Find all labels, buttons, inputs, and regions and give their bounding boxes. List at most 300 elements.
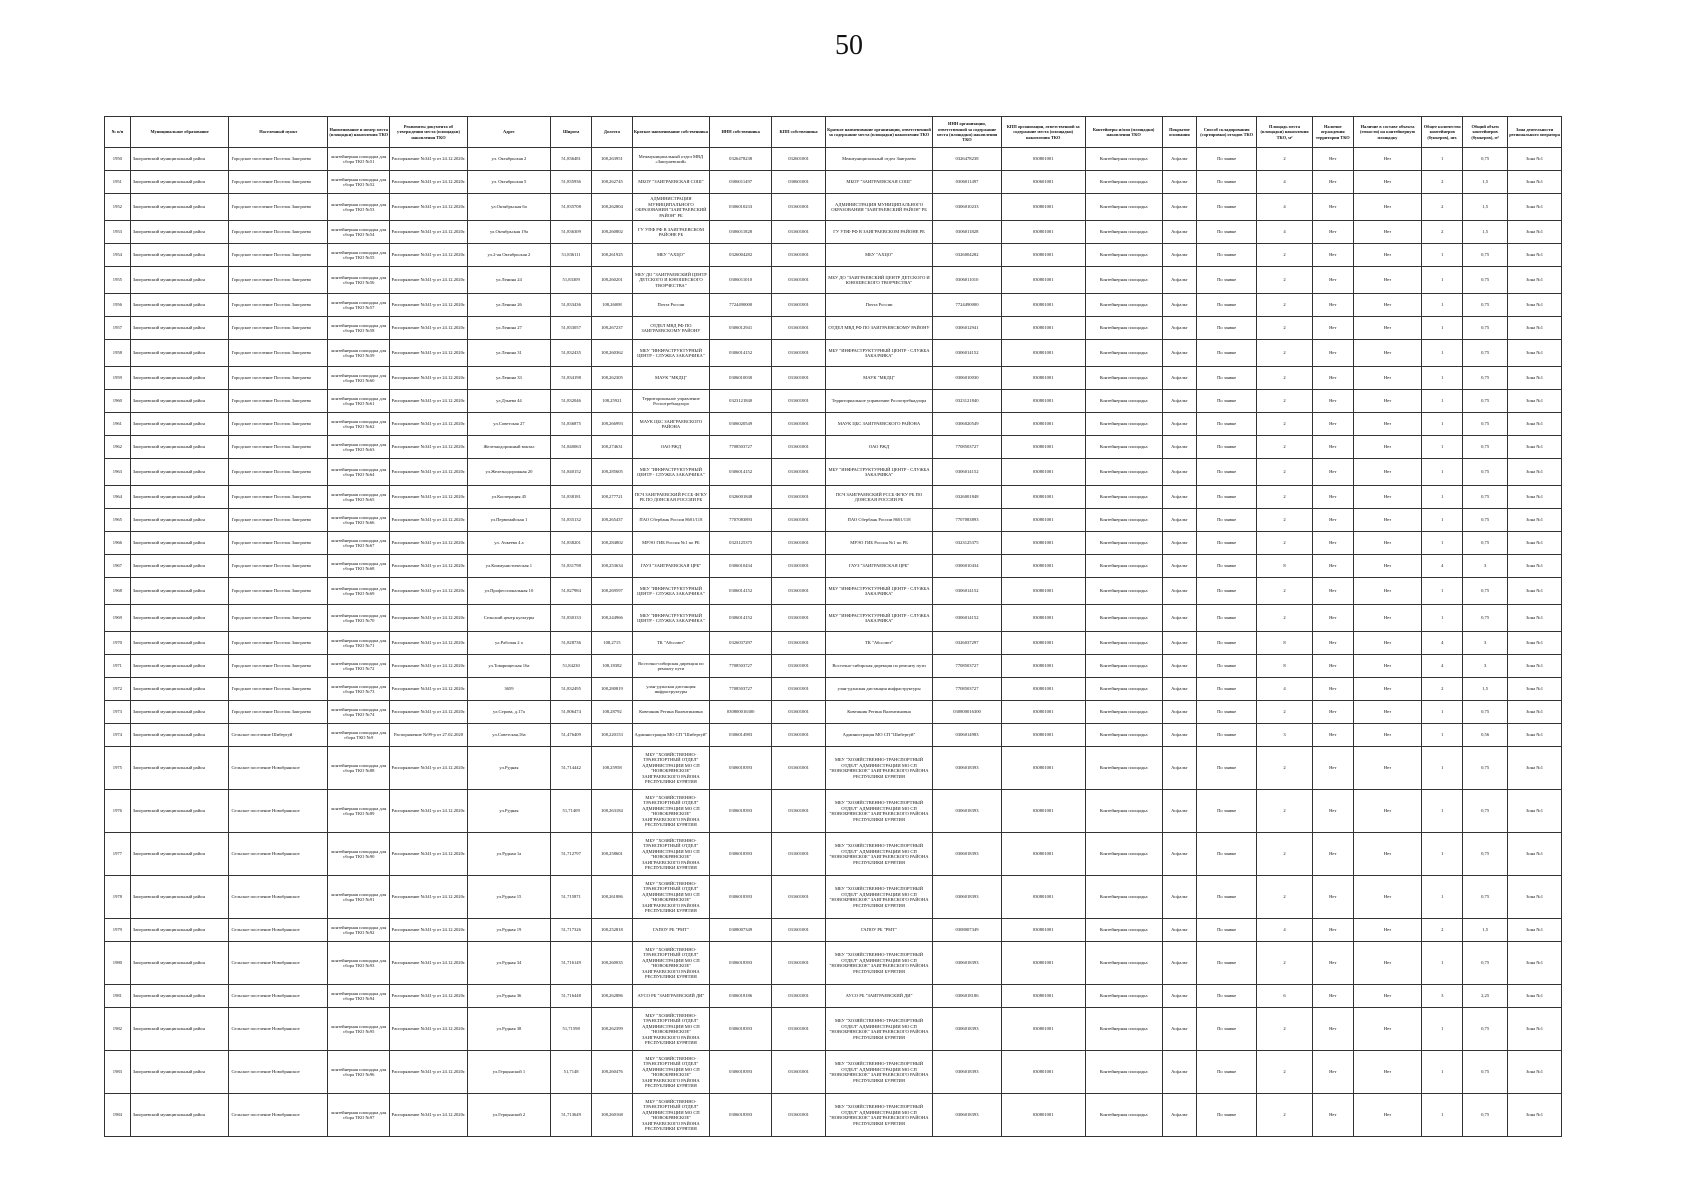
table-cell: По заявке: [1197, 221, 1257, 244]
table-cell: 51,833436: [551, 294, 592, 317]
table-cell: Асфальт: [1162, 985, 1196, 1008]
table-cell: 030601001: [772, 171, 826, 194]
table-cell: 108,274631: [592, 436, 633, 459]
table-cell: Асфальт: [1162, 790, 1196, 833]
table-cell: 1: [1422, 578, 1463, 605]
table-cell: 7708503727: [933, 678, 1002, 701]
table-cell: По заявке: [1197, 171, 1257, 194]
table-cell: Асфальт: [1162, 436, 1196, 459]
table-cell: Асфальт: [1162, 148, 1196, 171]
table-cell: ул.Ленина 33: [467, 367, 551, 390]
table-cell: Зона №1: [1508, 655, 1562, 678]
table-cell: Распоряжение №341-р от 24.12.2020г.: [390, 605, 467, 632]
table-cell: Заиграевский муниципальный район: [130, 578, 229, 605]
table-cell: Заиграевский муниципальный район: [130, 655, 229, 678]
table-cell: 030801001: [1001, 459, 1085, 486]
table-cell: По заявке: [1197, 509, 1257, 532]
table-cell: ПСЧ ЗАИГРАЕВСКИЙ РССБ ФГКУ РБ ПО ДОНСКАЯ РОССИИ РБ: [632, 486, 709, 509]
table-cell: По заявке: [1197, 1008, 1257, 1051]
table-cell: 031601001: [772, 532, 826, 555]
column-header: Широта: [551, 117, 592, 148]
table-cell: 51,83309: [551, 267, 592, 294]
table-cell: Нет: [1312, 340, 1353, 367]
table-cell: 2: [1257, 876, 1313, 919]
table-cell: Заиграевский муниципальный район: [130, 605, 229, 632]
table-cell: Асфальт: [1162, 486, 1196, 509]
table-cell: 1: [1422, 367, 1463, 390]
table-cell: 030601001: [1001, 171, 1085, 194]
table-cell: Нет: [1353, 942, 1422, 985]
table-cell: 1,5: [1463, 171, 1508, 194]
table-cell: 51,717326: [551, 919, 592, 942]
table-cell: Асфальт: [1162, 876, 1196, 919]
table-cell: Зона №1: [1508, 267, 1562, 294]
table-cell: По заявке: [1197, 701, 1257, 724]
table-cell: 0,75: [1463, 486, 1508, 509]
table-cell: 6: [1257, 985, 1313, 1008]
table-cell: 031601001: [772, 605, 826, 632]
table-cell: Нет: [1353, 876, 1422, 919]
table-cell: Распоряжение №341-р от 24.12.2020г.: [390, 267, 467, 294]
table-cell: контейнерная площадка для сбора ТКО №68: [328, 555, 390, 578]
table-cell: МБУ "ХОЗЯЙСТВЕННО-ТРАНСПОРТНЫЙ ОТДЕЛ" АДМИНИСТРАЦИИ МО СП "НОВОБРЯНСКОЕ" ЗАИГРАЕВСКОГО РАЙОНА РЕСПУБЛИКИ БУРЯТИЯ: [632, 1094, 709, 1137]
table-cell: 0306018393: [933, 790, 1002, 833]
table-cell: контейнерная площадка для сбора ТКО №65: [328, 486, 390, 509]
table-cell: контейнерная площадка для сбора ТКО №57: [328, 294, 390, 317]
table-cell: 031601001: [772, 267, 826, 294]
table-cell: Асфальт: [1162, 221, 1196, 244]
table-cell: 2: [1257, 244, 1313, 267]
table-cell: Городское поселение Поселок Заиграево: [229, 413, 328, 436]
table-cell: Заиграевский муниципальный район: [130, 317, 229, 340]
table-cell: 030801001: [1001, 632, 1085, 655]
table-cell: 0306018393: [710, 1051, 772, 1094]
column-header: № п/п: [105, 117, 131, 148]
table-cell: Нет: [1312, 1008, 1353, 1051]
table-cell: Контейнерная площадка: [1085, 919, 1162, 942]
table-cell: 1959: [105, 367, 131, 390]
table-cell: 0,75: [1463, 509, 1508, 532]
table-cell: Нет: [1312, 317, 1353, 340]
table-cell: 1984: [105, 1094, 131, 1137]
table-cell: 0306011828: [710, 221, 772, 244]
table-cell: 1: [1422, 724, 1463, 747]
table-cell: Контейнерная площадка: [1085, 678, 1162, 701]
table-cell: 0306014152: [933, 578, 1002, 605]
table-cell: Контейнерная площадка: [1085, 876, 1162, 919]
table-cell: Контейнерная площадка: [1085, 605, 1162, 632]
table-cell: Заиграевский муниципальный район: [130, 194, 229, 221]
table-cell: Зона №1: [1508, 747, 1562, 790]
table-cell: 108,220153: [592, 724, 633, 747]
table-cell: Распоряжение №341-р от 24.12.2020г.: [390, 1051, 467, 1094]
table-cell: Распоряжение №341-р от 24.12.2020г.: [390, 436, 467, 459]
table-cell: Нет: [1312, 532, 1353, 555]
table-cell: 51,838181: [551, 486, 592, 509]
table-cell: ул.Рабочая 2 а: [467, 632, 551, 655]
table-cell: Асфальт: [1162, 578, 1196, 605]
table-cell: 1965: [105, 509, 131, 532]
table-cell: МБУ "ХОЗЯЙСТВЕННО-ТРАНСПОРТНЫЙ ОТДЕЛ" АДМИНИСТРАЦИИ МО СП "НОВОБРЯНСКОЕ" ЗАИГРАЕВСКОГО РАЙОНА РЕСПУБЛИКИ БУРЯТИЯ: [632, 876, 709, 919]
table-cell: 108,2715: [592, 632, 633, 655]
table-cell: Заиграевский муниципальный район: [130, 724, 229, 747]
table-cell: контейнерная площадка для сбора ТКО №9: [328, 724, 390, 747]
table-cell: По заявке: [1197, 317, 1257, 340]
table-cell: Сельское поселение Новобрянское: [229, 1008, 328, 1051]
table-cell: 2: [1257, 509, 1313, 532]
table-cell: Территориальное управление Роспотребнадзора: [632, 390, 709, 413]
table-cell: 0306020549: [933, 413, 1002, 436]
table-cell: По заявке: [1197, 1051, 1257, 1094]
table-cell: Контейнерная площадка: [1085, 1051, 1162, 1094]
table-cell: 108,260201: [592, 267, 633, 294]
table-cell: 0,75: [1463, 436, 1508, 459]
table-cell: 1: [1422, 509, 1463, 532]
table-cell: 108,262804: [592, 194, 633, 221]
table-cell: АУСО РБ "ЗАИГРАЕВСКИЙ ДИ": [825, 985, 932, 1008]
table-cell: МБУ "АХЦО": [632, 244, 709, 267]
table-cell: 030801001: [1001, 678, 1085, 701]
table-cell: 0,75: [1463, 340, 1508, 367]
table-cell: Нет: [1312, 171, 1353, 194]
table-cell: Ковешник Регина Валентиновна: [825, 701, 932, 724]
table-cell: контейнерная площадка для сбора ТКО №74: [328, 701, 390, 724]
table-row: [105, 1094, 1562, 1137]
table-cell: 1: [1422, 1051, 1463, 1094]
table-cell: Городское поселение Поселок Заиграево: [229, 244, 328, 267]
table-cell: ул.Октябрьская 6а: [467, 194, 551, 221]
table-cell: По заявке: [1197, 436, 1257, 459]
table-cell: Распоряжение №341-р от 24.12.2020г.: [390, 532, 467, 555]
table-cell: Городское поселение Поселок Заиграево: [229, 194, 328, 221]
table-cell: Распоряжение №341-р от 24.12.2020г.: [390, 294, 467, 317]
table-cell: Асфальт: [1162, 724, 1196, 747]
table-cell: Контейнерная площадка: [1085, 244, 1162, 267]
table-row: [105, 701, 1562, 724]
table-cell: Зона №1: [1508, 724, 1562, 747]
table-cell: Зона №1: [1508, 532, 1562, 555]
table-cell: Контейнерная площадка: [1085, 221, 1162, 244]
table-cell: Асфальт: [1162, 833, 1196, 876]
table-cell: 031601001: [772, 367, 826, 390]
table-cell: 2: [1257, 367, 1313, 390]
table-cell: МБУ "ИНФРАСТРУКТУРНЫЙ ЦЕНТР - СЛУЖБА ЗАКАЗЧИКА": [632, 340, 709, 367]
table-cell: 1: [1422, 833, 1463, 876]
table-cell: По заявке: [1197, 605, 1257, 632]
table-cell: 1971: [105, 655, 131, 678]
table-cell: 1956: [105, 294, 131, 317]
table-cell: 108,277721: [592, 486, 633, 509]
table-cell: МБУ "ХОЗЯЙСТВЕННО-ТРАНСПОРТНЫЙ ОТДЕЛ" АДМИНИСТРАЦИИ МО СП "НОВОБРЯНСКОЕ" ЗАИГРАЕВСКОГО РАЙОНА РЕСПУБЛИКИ БУРЯТИЯ: [825, 1051, 932, 1094]
table-cell: 1: [1422, 486, 1463, 509]
table-cell: 030801001: [1001, 267, 1085, 294]
table-cell: ул.Рудная 19: [467, 919, 551, 942]
column-header: Населенный пункт: [229, 117, 328, 148]
table-cell: 0306012941: [710, 317, 772, 340]
table-cell: контейнерная площадка для сбора ТКО №60: [328, 367, 390, 390]
table-cell: Нет: [1312, 919, 1353, 942]
table-cell: МБОУ "ЗАИГРАЕВСКАЯ СОШ": [632, 171, 709, 194]
table-cell: 0306018393: [710, 1094, 772, 1137]
table-cell: 51,828736: [551, 632, 592, 655]
table-cell: 51,476409: [551, 724, 592, 747]
table-row: [105, 942, 1562, 985]
table-cell: Территориальное управление Роспотребнадзора: [825, 390, 932, 413]
table-cell: 3659: [467, 678, 551, 701]
table-row: [105, 194, 1562, 221]
table-cell: контейнерная площадка для сбора ТКО №72: [328, 655, 390, 678]
table-cell: Нет: [1312, 555, 1353, 578]
table-cell: 0,75: [1463, 1094, 1508, 1137]
table-cell: МБУ "ХОЗЯЙСТВЕННО-ТРАНСПОРТНЫЙ ОТДЕЛ" АДМИНИСТРАЦИИ МО СП "НОВОБРЯНСКОЕ" ЗАИГРАЕВСКОГО РАЙОНА РЕСПУБЛИКИ БУРЯТИЯ: [825, 747, 932, 790]
table-cell: Контейнерная площадка: [1085, 833, 1162, 876]
column-header: Общий объем контейнеров (бункеров), м³: [1463, 117, 1508, 148]
table-cell: 0306010233: [710, 194, 772, 221]
table-cell: Нет: [1312, 578, 1353, 605]
table-cell: МБУ "ИНФРАСТРУКТУРНЫЙ ЦЕНТР - СЛУЖБА ЗАКАЗЧИКА": [825, 605, 932, 632]
table-cell: Зона №1: [1508, 390, 1562, 413]
table-cell: 108,26008: [592, 294, 633, 317]
table-cell: Нет: [1353, 678, 1422, 701]
table-cell: Распоряжение №341-р от 24.12.2020г.: [390, 833, 467, 876]
table-cell: 1960: [105, 390, 131, 413]
table-cell: Асфальт: [1162, 413, 1196, 436]
table-cell: ГУ УПФ РФ В ЗАИГРАЕВСКОМ РАЙОНЕ РБ: [632, 221, 709, 244]
table-cell: ГАПОУ РБ "РМТ": [825, 919, 932, 942]
table-cell: Нет: [1353, 194, 1422, 221]
table-cell: 51,835132: [551, 509, 592, 532]
table-cell: Контейнерная площадка: [1085, 294, 1162, 317]
table-cell: Городское поселение Поселок Заиграево: [229, 655, 328, 678]
table-cell: 51,715871: [551, 876, 592, 919]
table-cell: Зона №1: [1508, 413, 1562, 436]
table-cell: Нет: [1312, 413, 1353, 436]
column-header: Контейнеры и/или (площадки) накопления ТКО: [1085, 117, 1162, 148]
table-cell: ул.Рудная 34: [467, 942, 551, 985]
page-number: 50: [835, 30, 863, 61]
table-cell: 0306018393: [933, 1051, 1002, 1094]
table-cell: Сельское поселение Новобрянское: [229, 1051, 328, 1094]
table-cell: Нет: [1312, 701, 1353, 724]
table-cell: Контейнерная площадка: [1085, 532, 1162, 555]
table-cell: ул.Рудная: [467, 790, 551, 833]
table-cell: 2: [1257, 701, 1313, 724]
table-cell: По заявке: [1197, 148, 1257, 171]
table-cell: 1950: [105, 148, 131, 171]
table-cell: 0326004282: [710, 244, 772, 267]
table-cell: Распоряжение №341-р от 24.12.2020г.: [390, 459, 467, 486]
table-cell: Контейнерная площадка: [1085, 267, 1162, 294]
table-cell: Асфальт: [1162, 632, 1196, 655]
column-header: Зона деятельности регионального оператора: [1508, 117, 1562, 148]
table-cell: ПСЧ ЗАИГРАЕВСКИЙ РССБ ФГКУ РБ ПО ДОНСКАЯ РОССИИ РБ: [825, 486, 932, 509]
table-cell: контейнерная площадка для сбора ТКО №88: [328, 747, 390, 790]
table-row: [105, 486, 1562, 509]
table-cell: 0,75: [1463, 876, 1508, 919]
table-cell: 1951: [105, 171, 131, 194]
table-cell: 031601001: [772, 1094, 826, 1137]
table-cell: Контейнерная площадка: [1085, 486, 1162, 509]
table-cell: 108,25958: [592, 747, 633, 790]
table-cell: Контейнерная площадка: [1085, 655, 1162, 678]
table-cell: Асфальт: [1162, 532, 1196, 555]
table-cell: Распоряжение №341-р от 24.12.2020г.: [390, 678, 467, 701]
table-cell: По заявке: [1197, 876, 1257, 919]
table-cell: ГАПОУ РБ "РМТ": [632, 919, 709, 942]
table-cell: 030801001: [1001, 1094, 1085, 1137]
waste-sites-registry-table: [104, 116, 1562, 1137]
table-cell: 51,832495: [551, 678, 592, 701]
table-cell: 030801001: [1001, 148, 1085, 171]
table-cell: Зона №1: [1508, 678, 1562, 701]
table-cell: 0306014983: [710, 724, 772, 747]
table-cell: Контейнерная площадка: [1085, 317, 1162, 340]
table-cell: 1: [1422, 294, 1463, 317]
table-cell: Городское поселение Поселок Заиграево: [229, 459, 328, 486]
table-cell: Нет: [1353, 532, 1422, 555]
table-cell: Заиграевский муниципальный район: [130, 919, 229, 942]
column-header: Адрес: [467, 117, 551, 148]
table-cell: 1982: [105, 1008, 131, 1051]
table-cell: 030801001: [1001, 317, 1085, 340]
table-cell: Нет: [1353, 655, 1422, 678]
table-cell: Контейнерная площадка: [1085, 194, 1162, 221]
table-cell: 1976: [105, 790, 131, 833]
table-row: [105, 148, 1562, 171]
table-cell: 0,75: [1463, 1008, 1508, 1051]
table-cell: 0,75: [1463, 390, 1508, 413]
table-cell: Распоряжение №341-р от 24.12.2020г.: [390, 632, 467, 655]
table-cell: Нет: [1312, 747, 1353, 790]
table-cell: 2: [1422, 919, 1463, 942]
table-cell: 030801001: [1001, 1008, 1085, 1051]
table-cell: 030801001: [1001, 985, 1085, 1008]
table-cell: Заиграевский муниципальный район: [130, 942, 229, 985]
table-cell: 1979: [105, 919, 131, 942]
table-cell: 2: [1257, 1008, 1313, 1051]
table-cell: Зона №1: [1508, 367, 1562, 390]
table-cell: 108,262399: [592, 1008, 633, 1051]
table-cell: Зона №1: [1508, 486, 1562, 509]
table-cell: Заиграевский муниципальный район: [130, 413, 229, 436]
table-cell: 51,713649: [551, 1094, 592, 1137]
table-cell: 1: [1422, 413, 1463, 436]
table-cell: Контейнерная площадка: [1085, 390, 1162, 413]
table-cell: 0306018393: [710, 790, 772, 833]
table-cell: Нет: [1312, 367, 1353, 390]
table-cell: Зона №1: [1508, 221, 1562, 244]
table-cell: 031601001: [772, 340, 826, 367]
table-cell: контейнерная площадка для сбора ТКО №95: [328, 1008, 390, 1051]
table-cell: Асфальт: [1162, 555, 1196, 578]
table-cell: 108,253634: [592, 555, 633, 578]
table-cell: МБУ "ХОЗЯЙСТВЕННО-ТРАНСПОРТНЫЙ ОТДЕЛ" АДМИНИСТРАЦИИ МО СП "НОВОБРЯНСКОЕ" ЗАИГРАЕВСКОГО РАЙОНА РЕСПУБЛИКИ БУРЯТИЯ: [825, 876, 932, 919]
table-cell: 031601001: [772, 678, 826, 701]
table-cell: Сельское поселение Новобрянское: [229, 747, 328, 790]
table-cell: Заиграевский муниципальный район: [130, 486, 229, 509]
table-cell: 031601001: [772, 985, 826, 1008]
table-cell: 030801001: [1001, 221, 1085, 244]
table-cell: Сельское поселение Новобрянское: [229, 985, 328, 1008]
table-row: [105, 1051, 1562, 1094]
table-cell: ТК "Абсолют": [825, 632, 932, 655]
table-cell: Восточно-сибирская дирекция по ремонту пути: [825, 655, 932, 678]
table-cell: Городское поселение Поселок Заиграево: [229, 486, 328, 509]
table-cell: контейнерная площадка для сбора ТКО №93: [328, 942, 390, 985]
table-cell: ул.Первомайская 1: [467, 509, 551, 532]
table-cell: Контейнерная площадка: [1085, 701, 1162, 724]
table-row: [105, 578, 1562, 605]
table-cell: Контейнерная площадка: [1085, 747, 1162, 790]
table-cell: Городское поселение Поселок Заиграево: [229, 436, 328, 459]
table-cell: 1969: [105, 605, 131, 632]
table-cell: 2: [1257, 942, 1313, 985]
table-cell: Зона №1: [1508, 605, 1562, 632]
table-cell: Контейнерная площадка: [1085, 413, 1162, 436]
table-cell: Железнодорожный вокзал: [467, 436, 551, 459]
table-cell: 8: [1257, 555, 1313, 578]
table-cell: МБУ "ХОЗЯЙСТВЕННО-ТРАНСПОРТНЫЙ ОТДЕЛ" АДМИНИСТРАЦИИ МО СП "НОВОБРЯНСКОЕ" ЗАИГРАЕВСКОГО РАЙОНА РЕСПУБЛИКИ БУРЯТИЯ: [825, 790, 932, 833]
table-cell: контейнерная площадка для сбора ТКО №56: [328, 267, 390, 294]
table-cell: Заиграевский муниципальный район: [130, 632, 229, 655]
table-cell: МБУ "АХЦО": [825, 244, 932, 267]
table-cell: Распоряжение №341-р от 24.12.2020г.: [390, 655, 467, 678]
table-row: [105, 436, 1562, 459]
table-cell: Нет: [1353, 340, 1422, 367]
table-cell: 031601001: [772, 876, 826, 919]
table-cell: ул.Октябрьская 19а: [467, 221, 551, 244]
table-cell: 1: [1422, 459, 1463, 486]
table-cell: 51,836111: [551, 244, 592, 267]
table-row: [105, 171, 1562, 194]
table-cell: По заявке: [1197, 1094, 1257, 1137]
table-cell: 51,831798: [551, 555, 592, 578]
table-cell: 2: [1257, 790, 1313, 833]
table-cell: Заиграевский муниципальный район: [130, 1008, 229, 1051]
table-cell: Распоряжение №341-р от 24.12.2020г.: [390, 1094, 467, 1137]
table-cell: контейнерная площадка для сбора ТКО №62: [328, 413, 390, 436]
table-cell: МБУ "ИНФРАСТРУКТУРНЫЙ ЦЕНТР - СЛУЖБА ЗАКАЗЧИКА": [825, 578, 932, 605]
table-cell: 0306011010: [933, 267, 1002, 294]
table-cell: Нет: [1312, 790, 1353, 833]
table-cell: 031601001: [772, 701, 826, 724]
table-row: [105, 678, 1562, 701]
table-cell: Контейнерная площадка: [1085, 985, 1162, 1008]
table-cell: ул.Рудная 36: [467, 985, 551, 1008]
table-cell: Зона №1: [1508, 985, 1562, 1008]
table-cell: 030801001: [1001, 244, 1085, 267]
table-cell: Заиграевский муниципальный район: [130, 1094, 229, 1137]
table-cell: 1953: [105, 221, 131, 244]
table-cell: 1,5: [1463, 194, 1508, 221]
table-cell: 3: [1463, 632, 1508, 655]
table-cell: 031601001: [772, 317, 826, 340]
table-cell: Контейнерная площадка: [1085, 171, 1162, 194]
table-cell: контейнерная площадка для сбора ТКО №96: [328, 1051, 390, 1094]
table-cell: Нет: [1312, 221, 1353, 244]
table-cell: 0306011010: [710, 267, 772, 294]
table-cell: ГАУЗ "ЗАИГРАЕВСКАЯ ЦРБ": [825, 555, 932, 578]
table-cell: 51,830133: [551, 605, 592, 632]
table-cell: 7708503727: [710, 436, 772, 459]
table-cell: Распоряжение №99-р от 27.02.2020: [390, 724, 467, 747]
table-cell: Зона №1: [1508, 578, 1562, 605]
table-cell: 108,258601: [592, 833, 633, 876]
table-cell: Распоряжение №341-р от 24.12.2020г.: [390, 876, 467, 919]
table-cell: Почта России: [632, 294, 709, 317]
table-cell: 1,5: [1463, 678, 1508, 701]
table-cell: Почта России: [825, 294, 932, 317]
